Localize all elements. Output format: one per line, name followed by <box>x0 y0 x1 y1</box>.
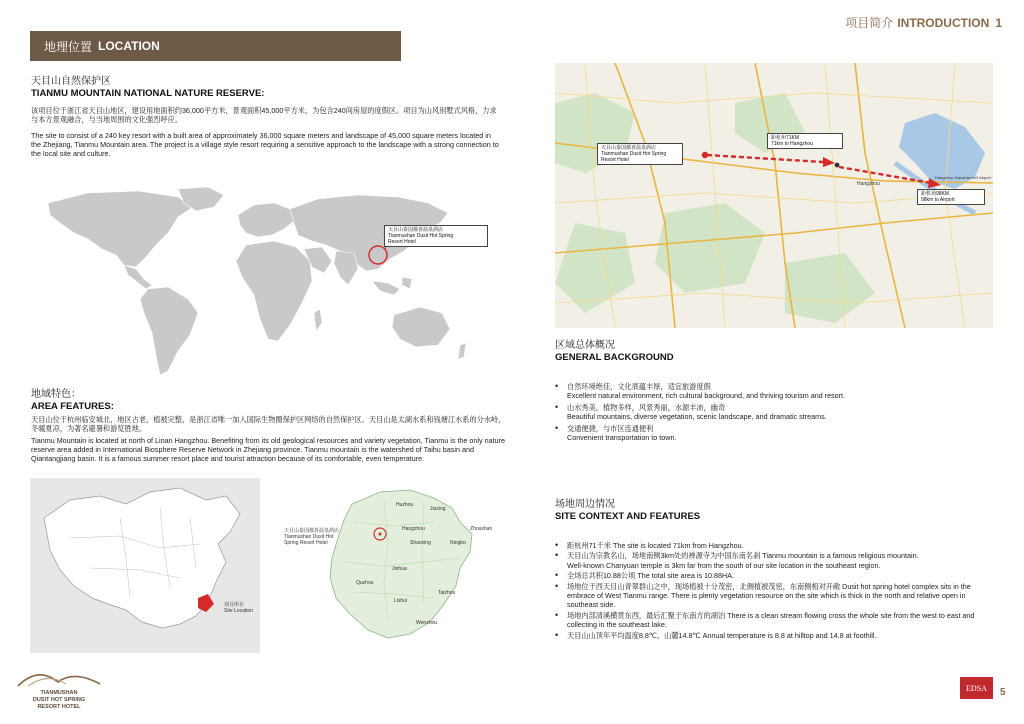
regional-map <box>555 63 993 328</box>
tianmu-title-cn: 天目山自然保护区 <box>31 76 111 87</box>
site-item-en: There is a clean stream flowing cross the whole site from the west to east and collecting in the southeast lake. <box>567 610 975 630</box>
area-body-cn: 天目山位于杭州临安城北，地区古老，植被完整，是浙江省唯一加入国际生物圈保护区网络的自然保护区。天目山是太湖水系和钱塘江水系的分水岭，冬暖夏凉，为著名避暑和游览胜地。 <box>31 415 506 434</box>
site-item-cn: 天目山山顶年平均温度8.8℃，山麓14.8℃ <box>567 630 701 640</box>
world-callout-en1: Tianmushan Dusit Hot Spring <box>388 233 454 239</box>
general-background-section <box>555 340 995 444</box>
airport-distance-callout <box>917 189 985 205</box>
tianmu-body-en: The site to consist of a 240 key resort with a built area of approximately 36,000 square meters and landscape of 45,000 square meters located in the Zhejiang, Tianmu Mountain area. The project is a village style resort requiring a sensitive approach to the landscape with a strong connection to the local site and culture. <box>31 130 499 159</box>
list-item <box>555 403 995 422</box>
city-hangzhou: Hangzhou <box>402 526 425 532</box>
general-item-en: Excellent natural environment, rich cultural background, and thriving tourism and resort. <box>567 391 846 401</box>
city-wenzhou: Wenzhou <box>416 620 438 626</box>
logo-line-3: RESORT HOTEL <box>37 704 81 710</box>
general-item-cn: • 交通便捷，与市区连通便利 <box>567 423 654 433</box>
site-title-en: SITE CONTEXT AND FEATURES <box>555 511 701 522</box>
banner-cn: 地理位置 <box>44 39 93 54</box>
site-list <box>555 541 995 640</box>
site-item-cn: 场地内部清溪横贯东西，最后汇聚于东南方的湖泊 <box>567 610 726 620</box>
area-features-section <box>31 389 511 463</box>
tianmu-body-cn: 该项目位于浙江省天目山地区，建设用地面积约36,000平方米，景观面积45,000平方米，为包含240间房屋的度假区。项目为山风别墅式风格，力求与本方景观融合，与当地周围的文化强烈呼应。 <box>31 106 497 125</box>
list-item <box>555 551 995 570</box>
list-item <box>555 382 995 401</box>
world-callout-en2: Resort Hotel <box>388 239 416 245</box>
site-title-cn: 场地周边情况 <box>555 499 615 510</box>
regional-airport-label: Hangzhou Xiaoshan Int'l Airport <box>935 175 991 180</box>
site-item-en: Dusit hot spring hotel complex sits in the embrace of West Tianmu range. There is plenty vegetation resource on the site which is thick in the north and relative open in southeast side. <box>567 581 971 610</box>
city-ningbo: Ningbo <box>450 540 466 546</box>
mountain-logo-icon <box>14 662 104 688</box>
regional-site-callout <box>597 143 683 165</box>
section-banner <box>30 31 401 61</box>
city-jinhua: Jinhua <box>392 566 407 572</box>
list-item <box>555 571 995 580</box>
china-site-cn: 项目所在 <box>224 602 245 608</box>
city-taizhou: Taizhou <box>438 590 456 596</box>
zhejiang-callout-cn: 天目山泰国都喜温泉酒店 <box>284 528 340 534</box>
list-item <box>555 541 995 550</box>
general-item-en: Beautiful mountains, diverse vegetation, scenic landscape, and dramatic streams. <box>567 412 827 422</box>
hangzhou-distance-cn: 距杭州71KM <box>771 135 800 141</box>
china-map <box>30 478 260 653</box>
general-item-cn: • 自然环境绝佳，文化底蕴丰厚，适宜旅游度假 <box>567 382 711 391</box>
page-header <box>845 14 1002 31</box>
page-number: 5 <box>1000 687 1006 698</box>
tianmushan-logo <box>14 662 124 717</box>
site-item-en: Tianmu mountain is a famous religious mountain. <box>762 551 919 561</box>
city-huzhou: Huzhou <box>396 502 414 508</box>
city-lishui: Lishui <box>394 598 408 604</box>
site-item-cn: 场地位于西天目山青翠群山之中，现场植被十分茂密，北侧植被茂密，东南侧相对开敞 <box>567 581 841 591</box>
regional-city-label: Hangzhou <box>857 181 880 187</box>
zhejiang-callout-en2: Spring Resort Hotel <box>284 540 328 546</box>
site-item-cn: 天目山为宗教名山，场地南侧3km处的禅源寺为中国东南名刹 <box>567 551 761 561</box>
china-site-label <box>224 602 253 614</box>
tianmu-title-en: TIANMU MOUNTAIN NATIONAL NATURE RESERVE: <box>31 88 265 99</box>
list-item <box>555 611 995 630</box>
general-title-cn: 区域总体概况 <box>555 340 615 351</box>
zhejiang-map <box>284 482 514 652</box>
site-item-extra: Well-known Chanyuan temple is 3km far from the south of our site location in the southeast region. <box>567 560 881 570</box>
zhejiang-callout-en1: Tianmushan Dusit Hot <box>284 534 334 540</box>
area-body-en: Tianmu Mountain is located at north of Linan Hangzhou. Benefiting from its old geological resources and variety vegetation, Tianmu is the only nature reserve area added in International Biosphere Reserve Network in Zhejiang province. Tianmu mountain is the watershed of Taihu basin and Qiantangjiang basin. It is a famous summer resort place and tourist attraction because of its comfortable, even temperature. <box>31 435 505 464</box>
header-en: INTRODUCTION <box>897 16 990 30</box>
general-list <box>555 382 995 442</box>
list-item <box>555 631 995 640</box>
area-title-cn: 地域特色： <box>31 389 81 400</box>
world-map <box>28 185 498 385</box>
site-item-en: The site is located 71km from Hangzhou. <box>612 541 744 550</box>
world-map-callout <box>384 225 488 247</box>
city-jiaxing: Jiaxing <box>430 506 446 512</box>
regional-site-en1: Tianmushan Dusit Hot Spring <box>601 151 667 157</box>
banner-en: LOCATION <box>98 39 160 53</box>
airport-distance-cn: 距机场98KM <box>921 191 950 197</box>
edsa-logo: EDSA <box>960 677 993 699</box>
regional-site-en2: Resort Hotel <box>601 157 629 163</box>
header-number: 1 <box>995 16 1002 30</box>
list-item <box>555 582 995 610</box>
area-title-en: AREA FEATURES: <box>31 401 114 412</box>
city-shaoxing: Shaoxing <box>410 540 431 546</box>
hangzhou-distance-callout <box>767 133 843 149</box>
world-map-graphic <box>28 185 498 385</box>
list-item <box>555 424 995 443</box>
site-context-section <box>555 499 995 641</box>
city-zhoushan: Zhoushan <box>470 526 493 532</box>
tianmu-section <box>31 76 501 158</box>
regional-site-cn: 天目山泰国都喜温泉酒店 <box>601 145 657 151</box>
city-quzhou: Quzhou <box>356 580 374 586</box>
logo-line-2: DUSIT HOT SPRING <box>32 697 86 703</box>
china-site-en: Site Location <box>224 608 253 614</box>
airport-distance-en: 98km to Airport <box>921 197 955 203</box>
header-cn: 项目简介 <box>845 16 894 30</box>
zhejiang-callout <box>284 528 364 546</box>
general-item-cn: • 山水秀美，植物多样，风景秀丽，水源丰沛，幽奇 <box>567 402 726 412</box>
general-title-en: GENERAL BACKGROUND <box>555 352 674 363</box>
logo-line-1: TIANMUSHAN <box>40 690 78 696</box>
hangzhou-distance-en: 71km to Hangzhou <box>771 141 813 147</box>
china-map-graphic <box>30 478 260 653</box>
site-item-cn: 全场总共积10.88公顷 <box>567 571 636 581</box>
site-item-en: The total site area is 10.88HA. <box>637 571 734 581</box>
site-item-cn: 距杭州71千米 <box>567 541 611 550</box>
site-item-en: Annual temperature is 8.8 at hilltop and 14.8 at foothill. <box>702 630 877 640</box>
world-callout-cn: 天目山泰国都喜温泉酒店 <box>388 227 444 233</box>
general-item-en: Convenient transportation to town. <box>567 433 677 443</box>
